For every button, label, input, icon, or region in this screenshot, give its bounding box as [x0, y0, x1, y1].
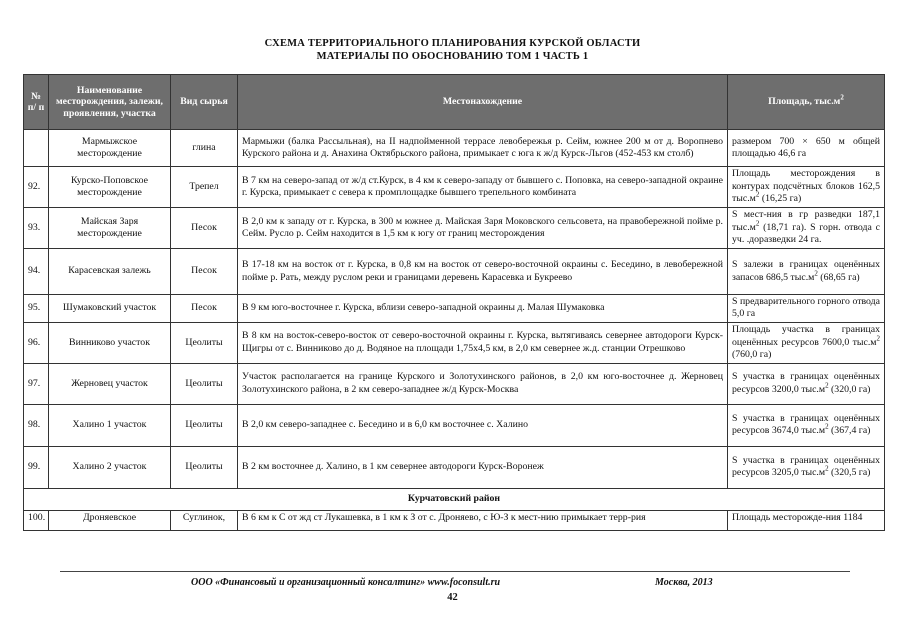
col-header-location: Местонахождение [238, 75, 728, 130]
row-area: S предварительного горного отвода 5,0 га [728, 295, 885, 323]
row-num: 92. [24, 167, 49, 208]
row-type: Цеолиты [171, 404, 238, 446]
row-type: Цеолиты [171, 322, 238, 363]
col-header-type: Вид сырья [171, 75, 238, 130]
row-type: Песок [171, 249, 238, 295]
row-type: глина [171, 130, 238, 167]
header-subtitle: МАТЕРИАЛЫ ПО ОБОСНОВАНИЮ ТОМ 1 ЧАСТЬ 1 [316, 50, 589, 62]
table-row [24, 167, 885, 208]
district-heading: Курчатовский район [24, 488, 885, 510]
row-type: Суглинок, [171, 510, 238, 530]
table-row [24, 510, 885, 530]
row-name: Шумаковский участок [49, 295, 171, 323]
row-num: 96. [24, 322, 49, 363]
col-header-name: Наименование месторождения, залежи, проявления, участка [49, 75, 171, 130]
row-area: S залежи в границах оценённых запасов 686,5 $тыс.м^2$ (68,65 га) [728, 249, 885, 295]
deposits-table [23, 74, 885, 531]
row-name: Дроняевское [49, 510, 171, 530]
col-header-area: Площадь, $тыс.м^2$ [728, 75, 885, 130]
row-area: Площадь месторождения в контурах подсчётных блоков 162,5 $тыс.м^2$ (16,25 га) [728, 167, 885, 208]
row-num: 97. [24, 363, 49, 404]
table-row [24, 363, 885, 404]
footer-city-year: Москва, 2013 [655, 577, 713, 588]
page-number: 42 [447, 592, 458, 603]
table-row [24, 322, 885, 363]
row-num: 99. [24, 446, 49, 488]
row-location: В 8 км на восток-северо-восток от северо-восточной окраины г. Курска, вытягиваясь севернее автодороги Курск-Щигры от с. Винниково до д. Водяное на площади 1,75х4,5 км, в 2,0 км севернее ж.д. станции Отрешково [238, 322, 728, 363]
row-name: Карасевская залежь [49, 249, 171, 295]
row-name: Халино 2 участок [49, 446, 171, 488]
row-location: В 2 км восточнее д. Халино, в 1 км севернее автодороги Курск-Воронеж [238, 446, 728, 488]
row-area: размером 700 × 650 м общей площадью 46,6 га [728, 130, 885, 167]
row-num [24, 130, 49, 167]
row-location: В 7 км на северо-запад от ж/д ст.Курск, в 4 км к северо-западу от бывшего с. Поповка, на северо-западной окраине г. Курска, примыкает с севера к промплощадке бывшего трепельного комбината [238, 167, 728, 208]
table-row [24, 446, 885, 488]
row-location: Мармыжи (балка Рассыльная), на II надпойменной террасе левобережья р. Сейм, южнее 200 м от д. Воропнево Курского района и д. Анахина Октябрьского района, примыкает с юга к ж/д Курск-Льгов (452-453 км столб) [238, 130, 728, 167]
table-header-row [24, 75, 885, 130]
footer-divider [60, 571, 850, 572]
row-name: Мармыжское месторождение [49, 130, 171, 167]
row-name: Халино 1 участок [49, 404, 171, 446]
row-type: Трепел [171, 167, 238, 208]
footer-company: ООО «Финансовый и организационный консалтинг» www.foconsult.ru [191, 577, 501, 588]
table-row [24, 208, 885, 249]
row-area: Площадь участка в границах оценённых ресурсов 7600,0 $тыс.м^2$ (760,0 га) [728, 322, 885, 363]
row-area: Площадь месторожде-ния 1184 [728, 510, 885, 530]
page-header [0, 38, 905, 63]
row-name: Майская Заря месторождение [49, 208, 171, 249]
row-num: 95. [24, 295, 49, 323]
table-row [24, 249, 885, 295]
row-type: Цеолиты [171, 446, 238, 488]
row-type: Песок [171, 208, 238, 249]
row-name: Жерновец участок [49, 363, 171, 404]
header-title: СХЕМА ТЕРРИТОРИАЛЬНОГО ПЛАНИРОВАНИЯ КУРСКОЙ ОБЛАСТИ [264, 38, 641, 49]
row-area: S участка в границах оценённых ресурсов 3200,0 $тыс.м^2$ (320,0 га) [728, 363, 885, 404]
row-name: Винниково участок [49, 322, 171, 363]
row-location: В 2,0 км северо-западнее с. Беседино и в 6,0 км восточнее с. Халино [238, 404, 728, 446]
table-row [24, 404, 885, 446]
district-row [24, 488, 885, 510]
row-type: Песок [171, 295, 238, 323]
row-type: Цеолиты [171, 363, 238, 404]
row-num: 94. [24, 249, 49, 295]
row-num: 93. [24, 208, 49, 249]
table-row [24, 130, 885, 167]
row-location: В 6 км к С от жд ст Лукашевка, в 1 км к З от с. Дроняево, с Ю-З к мест-нию примыкает терр-рия [238, 510, 728, 530]
row-name: Курско-Поповское месторождение [49, 167, 171, 208]
table-row [24, 295, 885, 323]
col-header-num: № п/ п [24, 75, 49, 130]
row-location: Участок располагается на границе Курского и Золотухинского районов, в 2,0 км юго-восточнее д. Жерновец Золотухинского района, в 2 км северо-западнее ж/д Курск-Москва [238, 363, 728, 404]
row-num: 98. [24, 404, 49, 446]
row-area: S участка в границах оценённых ресурсов 3674,0 $тыс.м^2$ (367,4 га) [728, 404, 885, 446]
row-location: В 9 км юго-восточнее г. Курска, вблизи северо-западной окраины д. Малая Шумаковка [238, 295, 728, 323]
row-area: S мест-ния в гр разведки 187,1 $тыс.м^2$ (18,71 га). S горн. отвода с уч. .доразведки 24 га. [728, 208, 885, 249]
row-location: В 2,0 км к западу от г. Курска, в 300 м южнее д. Майская Заря Моковского сельсовета, на правобережной пойме р. Сейм. Русло р. Сейм находится в 1,5 км к югу от границ месторождения [238, 208, 728, 249]
row-area: S участка в границах оценённых ресурсов 3205,0 $тыс.м^2$ (320,5 га) [728, 446, 885, 488]
row-location: В 17-18 км на восток от г. Курска, в 0,8 км на восток от северо-восточной окраины с. Беседино, в левобережной пойме р. Рать, между руслом реки и границами деревень Карасевка и Букреево [238, 249, 728, 295]
row-num: 100. [24, 510, 49, 530]
